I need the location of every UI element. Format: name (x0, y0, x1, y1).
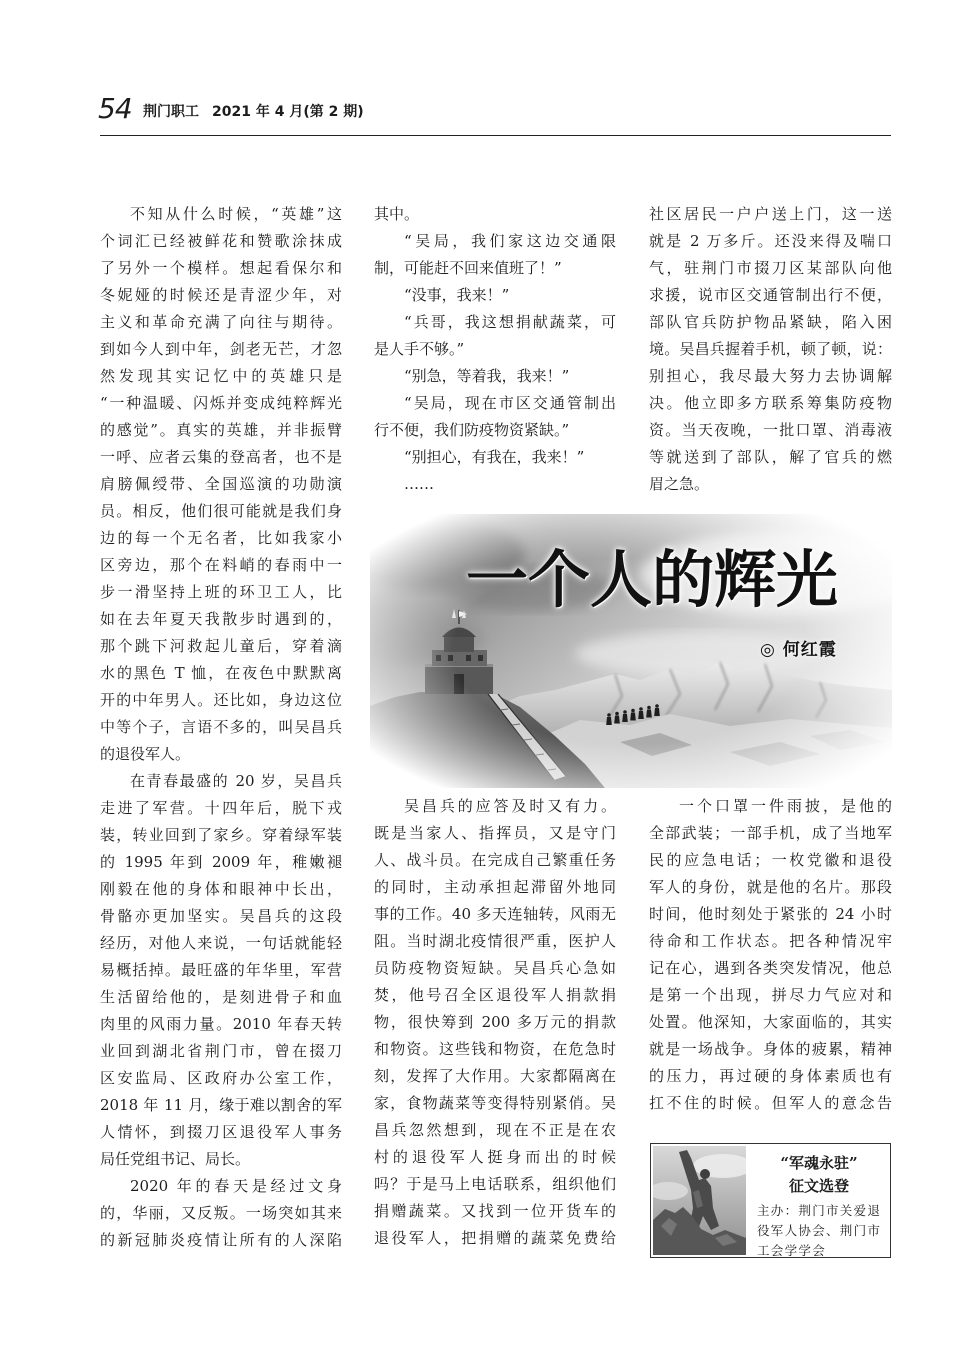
issue-date: 2021 年 4 月(第 2 期) (212, 104, 364, 120)
text-line: 是第一个出现，拼尽力气应对和 (649, 986, 892, 1004)
organizer-line: 工会学学会 (757, 1243, 827, 1258)
article-title: 一个人的辉光 (466, 543, 839, 616)
text-line: 其中。 (374, 205, 420, 223)
text-line: “别担心，有我在，我来！” (404, 448, 585, 466)
magazine-name: 荆门职工 (143, 104, 199, 120)
essay-series-box (650, 1143, 891, 1258)
text-line: 行不便，我们防疫物资紧缺。” (374, 421, 570, 439)
text-line: 区安监局、区政府办公室工作， (100, 1069, 342, 1087)
text-line: 然发现其实记忆中的英雄只是 (100, 367, 342, 385)
text-line: 不知从什么时候，“英雄”这 (130, 205, 342, 223)
text-line: 的新冠肺炎疫情让所有的人深陷 (100, 1231, 342, 1249)
text-line: 刻，发挥了大作用。大家都隔离在 (374, 1067, 616, 1085)
text-line: 退役军人，把捐赠的蔬菜免费给 (374, 1229, 616, 1247)
text-line: 肉里的风雨力量。2010 年春天转 (100, 1015, 342, 1033)
text-line: 骨骼亦更加坚实。吴昌兵的这段 (100, 907, 342, 925)
text-line: 2020 年的春天是经过文身 (130, 1177, 342, 1195)
middle-column-bottom (374, 793, 616, 1252)
text-line: 局任党组书记、局长。 (100, 1150, 251, 1168)
text-line: 民的应急电话；一枚党徽和退役 (649, 851, 892, 869)
text-line: 阻。当时湖北疫情很严重，医护人 (374, 932, 616, 950)
text-line: “吴局，我们家这边交通限 (404, 232, 616, 250)
text-line: 境。吴昌兵握着手机，顿了顿，说： (649, 340, 892, 358)
text-line: 待命和工作状态。把各种情况牢 (649, 932, 892, 950)
text-line: 物，很快筹到 200 多万元的捐款 (374, 1013, 616, 1031)
text-line: 资。当天夜晚，一批口罩、消毒液 (649, 421, 892, 439)
text-line: 中等个子，言语不多的，叫吴昌兵 (100, 718, 342, 736)
text-line: 就是 2 万多斤。还没来得及喘口 (649, 232, 892, 250)
text-line: 别担心，我尽最大努力去协调解 (649, 367, 892, 385)
text-line: 边的每一个无名者，比如我家小 (100, 529, 342, 547)
text-line: 时间，他时刻处于紧张的 24 小时 (649, 905, 892, 923)
text-line: 制，可能赶不回来值班了！” (374, 259, 562, 277)
text-line: 处置。他深知，大家面临的，其实 (649, 1013, 892, 1031)
right-column-top (649, 201, 892, 498)
text-line: 如在去年夏天我散步时遇到的， (100, 610, 342, 628)
text-line: 个词汇已经被鲜花和赞歌涂抹成 (100, 232, 342, 250)
text-line: 冬妮娅的时候还是青涩少年，对 (100, 286, 342, 304)
text-line: 一个口罩一件雨披，是他的 (679, 797, 892, 815)
header-divider (100, 135, 891, 136)
text-line: 刚毅在他的身体和眼神中长出， (100, 880, 342, 898)
text-line: 区旁边，那个在料峭的春雨中一 (100, 556, 342, 574)
text-line: 走进了军营。十四年后，脱下戎 (100, 799, 342, 817)
organizer-line: 役军人协会、荆门市 (757, 1223, 882, 1238)
text-line: 水的黑色 T 恤，在夜色中默默离 (100, 664, 342, 682)
text-line: 员。相反，他们很可能就是我们身 (100, 502, 342, 520)
text-line: 人、战斗员。在完成自己繁重任务 (374, 851, 616, 869)
text-line: 和物资。这些钱和物资，在危急时 (374, 1040, 616, 1058)
text-line: 的感觉”。真实的英雄，并非振臂 (100, 421, 342, 439)
text-line: 员防疫物资短缺。吴昌兵心急如 (374, 959, 616, 977)
text-line: 扛不住的时候。但军人的意念告 (649, 1094, 892, 1112)
text-line: 是人手不够。” (374, 340, 465, 358)
text-line: 就是一场战争。身体的疲累，精神 (649, 1040, 892, 1058)
text-line: 2018 年 11 月，缘于难以割舍的军 (100, 1096, 342, 1114)
text-line: 步一滑坚持上班的环卫工人，比 (100, 583, 342, 601)
text-line: 军人的身份，就是他的名片。那段 (649, 878, 892, 896)
essay-series-title: “军魂永驻” (780, 1154, 858, 1172)
text-line: 装，转业回到了家乡。穿着绿军装 (100, 826, 342, 844)
text-line: 经历，对他人来说，一句话就能轻 (100, 934, 342, 952)
text-line: 人情怀，到掇刀区退役军人事务 (100, 1123, 342, 1141)
text-line: 那个跳下河救起儿童后，穿着滴 (100, 637, 342, 655)
soldier-statue-image (653, 1146, 746, 1255)
page-number: 54 (98, 92, 132, 125)
text-line: 事的工作。40 多天连轴转，风雨无 (374, 905, 616, 923)
text-line: 的，华丽，又反叛。一场突如其来 (100, 1204, 342, 1222)
text-line: 昌兵忽然想到，现在不正是在农 (374, 1121, 616, 1139)
text-line: 气，驻荆门市掇刀区某部队向他 (649, 259, 892, 277)
text-line: 吗？于是马上电话联系，组织他们 (374, 1175, 616, 1193)
text-line: 等就送到了部队，解了官兵的燃 (649, 448, 892, 466)
text-line: 焚，他号召全区退役军人捐款捐 (374, 986, 616, 1004)
text-line: “一种温暖、闪烁并变成纯粹辉光 (100, 394, 342, 412)
text-line: …… (404, 475, 434, 493)
text-line: “没事，我来！” (404, 286, 510, 304)
text-line: 既是当家人、指挥员，又是守门 (374, 824, 616, 842)
text-line: 易概括掉。最旺盛的年华里，军营 (100, 961, 342, 979)
text-line: 肩膀佩绶带、全国巡演的功勋演 (100, 475, 342, 493)
text-line: 业回到湖北省荆门市，曾在掇刀 (100, 1042, 342, 1060)
text-line: “别急，等着我，我来！” (404, 367, 570, 385)
text-line: 一呼、应者云集的登高者，也不是 (100, 448, 342, 466)
text-line: 了另外一个模样。想起看保尔和 (100, 259, 342, 277)
right-column-bottom (649, 793, 892, 1117)
text-line: 的退役军人。 (100, 745, 191, 763)
text-line: 捐赠蔬菜。又找到一位开货车的 (374, 1202, 616, 1220)
text-line: 村的退役军人挺身而出的时候 (374, 1148, 616, 1166)
text-line: 在青春最盛的 20 岁，吴昌兵 (130, 772, 342, 790)
text-line: 社区居民一户户送上门，这一送 (649, 205, 892, 223)
text-line: 求援，说市区交通管制出行不便， (649, 286, 892, 304)
text-line: 主义和革命充满了向往与期待。 (100, 313, 342, 331)
text-line: “兵哥，我这想捐献蔬菜，可 (404, 313, 616, 331)
text-line: 部队官兵防护物品紧缺，陷入困 (649, 313, 892, 331)
text-line: 全部武装；一部手机，成了当地军 (649, 824, 892, 842)
text-line: 眉之急。 (649, 475, 710, 493)
title-banner (370, 514, 892, 788)
left-column (100, 201, 342, 1254)
text-line: 的 1995 年到 2009 年，稚嫩褪 (100, 853, 342, 871)
text-line: 的同时，主动承担起滞留外地同 (374, 878, 616, 896)
text-line: 生活留给他的，是刻进骨子和血 (100, 988, 342, 1006)
article-author: ◎ 何红霞 (760, 640, 837, 660)
middle-column-top (374, 201, 616, 498)
organizer-line: 主办：荆门市关爱退 (757, 1203, 882, 1218)
text-line: 吴昌兵的应答及时又有力。 (404, 797, 616, 815)
text-line: 家，食物蔬菜等变得特别紧俏。吴 (374, 1094, 616, 1112)
essay-series-subtitle: 征文选登 (788, 1177, 849, 1195)
text-line: 决。他立即多方联系筹集防疫物 (649, 394, 892, 412)
text-line: 开的中年男人。还比如，身边这位 (100, 691, 342, 709)
text-line: 到如今人到中年，剑老无芒，才忽 (100, 340, 342, 358)
text-line: “吴局，现在市区交通管制出 (404, 394, 616, 412)
text-line: 记在心，遇到各类突发情况，他总 (649, 959, 892, 977)
text-line: 的压力，再过硬的身体素质也有 (649, 1067, 892, 1085)
